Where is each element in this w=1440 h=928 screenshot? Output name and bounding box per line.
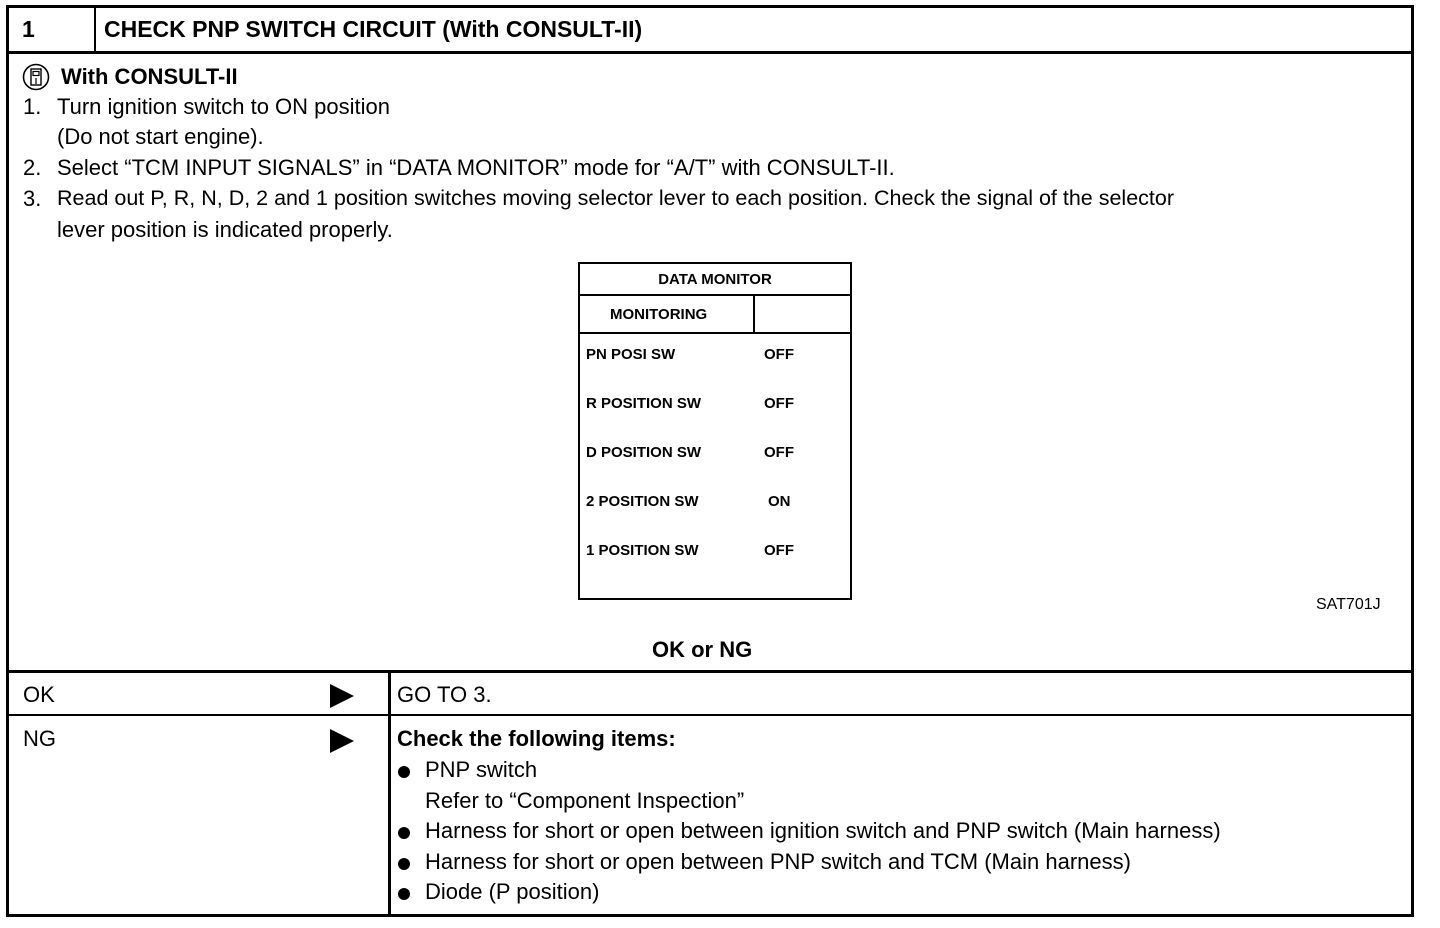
bullet-icon <box>398 827 410 839</box>
step-1-line-2: (Do not start engine). <box>57 124 264 149</box>
step-3-line-2: lever position is indicated properly. <box>57 217 393 242</box>
header-column-divider <box>94 5 96 53</box>
results-top-divider <box>6 670 1414 673</box>
monitor-row-label: 1 POSITION SW <box>586 542 699 559</box>
data-monitor-title-divider <box>580 294 850 296</box>
ok-condition: OK <box>23 682 55 707</box>
ng-heading: Check the following items: <box>397 726 676 751</box>
step-2-number: 2. <box>23 155 42 180</box>
ng-arrow-icon <box>330 729 354 753</box>
ok-action: GO TO 3. <box>397 682 492 707</box>
step-title: CHECK PNP SWITCH CIRCUIT (With CONSULT-II) <box>104 16 643 42</box>
step-3-line-1: Read out P, R, N, D, 2 and 1 position switches moving selector lever to each position. Check the signal of the selector <box>57 186 1175 210</box>
ng-condition: NG <box>23 726 56 751</box>
step-number: 1 <box>22 16 35 42</box>
monitor-row-label: D POSITION SW <box>586 444 702 461</box>
data-monitor-title: DATA MONITOR <box>658 271 772 288</box>
ok-arrow-icon <box>330 684 354 708</box>
ng-item: Diode (P position) <box>425 879 600 904</box>
step-1-line-1: Turn ignition switch to ON position <box>57 94 390 119</box>
data-monitor-screen <box>578 262 852 600</box>
bullet-icon <box>398 766 410 778</box>
consult-heading: With CONSULT-II <box>61 64 238 89</box>
monitoring-divider <box>753 294 755 332</box>
consult-ii-icon <box>22 63 50 91</box>
step-3-number: 3. <box>23 186 42 211</box>
figure-code: SAT701J <box>1316 596 1381 613</box>
bullet-icon <box>398 888 410 900</box>
monitor-row-value: OFF <box>764 395 794 412</box>
monitor-row-value: OFF <box>764 346 794 363</box>
bullet-icon <box>398 858 410 870</box>
ng-item: Harness for short or open between ignition switch and PNP switch (Main harness) <box>425 818 1221 843</box>
step-2-line-1: Select “TCM INPUT SIGNALS” in “DATA MONITOR” mode for “A/T” with CONSULT-II. <box>57 155 895 180</box>
results-column-divider <box>388 671 391 916</box>
monitor-row-value: OFF <box>764 444 794 461</box>
results-row-divider <box>6 714 1414 716</box>
monitor-row-label: 2 POSITION SW <box>586 493 699 510</box>
step-1-number: 1. <box>23 94 42 119</box>
monitoring-bottom-divider <box>580 332 850 334</box>
monitoring-label: MONITORING <box>610 306 708 323</box>
ng-item: Harness for short or open between PNP switch and TCM (Main harness) <box>425 849 1131 874</box>
result-prompt: OK or NG <box>652 637 753 662</box>
monitor-row-label: PN POSI SW <box>586 346 676 363</box>
ng-item: PNP switch <box>425 757 538 782</box>
header-divider <box>6 51 1414 54</box>
monitor-row-value: OFF <box>764 542 794 559</box>
monitor-row-label: R POSITION SW <box>586 395 702 412</box>
monitor-row-value: ON <box>768 493 791 510</box>
ng-item-note: Refer to “Component Inspection” <box>425 788 745 813</box>
